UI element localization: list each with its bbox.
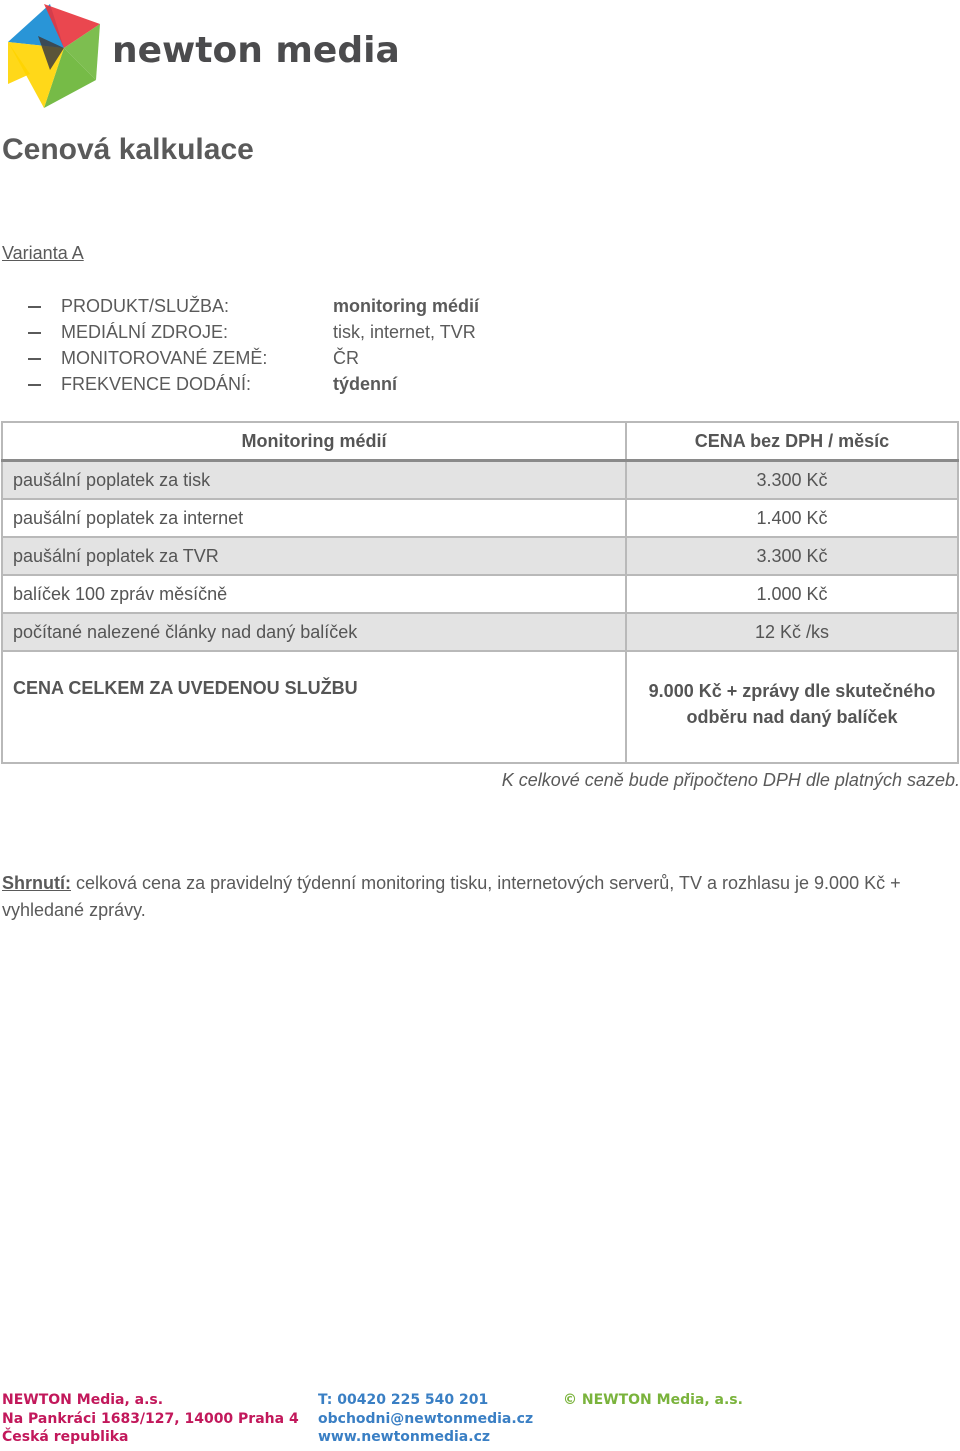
column-header-service: Monitoring médií [2,422,626,461]
footer-company-block [2,1391,299,1447]
footer-email-link[interactable]: obchodni@newtonmedia.cz [318,1410,534,1427]
summary-label: Shrnutí: [2,873,71,893]
spec-row [28,372,628,398]
footer-copyright-block [563,1391,743,1410]
footer-company-name: NEWTON Media, a.s. [2,1392,164,1408]
spec-list [28,294,628,398]
column-header-price: CENA bez DPH / měsíc [626,422,958,461]
pinwheel-logo-icon [4,2,104,110]
row-price: 1.000 Kč [626,575,958,613]
table-row [2,499,958,537]
footer-country: Česká republika [2,1429,129,1445]
vat-note: K celkové ceně bude připočteno DPH dle platných sazeb. [501,770,960,790]
total-price [626,651,958,763]
footer-contact-block [318,1391,533,1447]
spec-label: MEDIÁLNÍ ZDROJE: [61,322,229,342]
table-row [2,613,958,651]
row-item: balíček 100 zpráv měsíčně [2,575,626,613]
dash-bullet [28,332,41,334]
spec-value: monitoring médií [333,296,479,316]
summary-text: celková cena za pravidelný týdenní monitoring tisku, internetových serverů, TV a rozhlasu je 9.000 Kč + vyhledané zprávy. [2,873,901,920]
spec-value: ČR [333,348,359,368]
row-price: 12 Kč /ks [626,613,958,651]
row-item: paušální poplatek za tisk [2,461,626,500]
spec-row [28,320,628,346]
footer-address: Na Pankráci 1683/127, 14000 Praha 4 [2,1410,299,1427]
total-price-line: odběru nad daný balíček [686,707,898,727]
table-row [2,575,958,613]
table-row [2,461,958,500]
footer-copyright: © NEWTON Media, a.s. [563,1392,743,1408]
spec-value: týdenní [333,374,398,394]
table-header-row [2,422,958,461]
spec-label: MONITOROVANÉ ZEMĚ: [61,348,268,368]
dash-bullet [28,358,41,360]
total-row [2,651,958,763]
row-item: paušální poplatek za TVR [2,537,626,575]
dash-bullet [28,306,41,308]
row-price: 3.300 Kč [626,461,958,500]
row-item: počítané nalezené články nad daný balíček [2,613,626,651]
variant-heading: Varianta A [2,243,84,263]
row-price: 3.300 Kč [626,537,958,575]
total-price-line: 9.000 Kč + zprávy dle skutečného [648,681,936,701]
row-item: paušální poplatek za internet [2,499,626,537]
price-table [1,421,959,764]
spec-value: tisk, internet, TVR [333,322,476,342]
footer-web-link[interactable]: www.newtonmedia.cz [318,1429,491,1445]
row-price: 1.400 Kč [626,499,958,537]
logo-wordmark: newton media [112,30,400,71]
spec-row [28,294,628,320]
footer-phone: T: 00420 225 540 201 [318,1392,489,1408]
table-row [2,537,958,575]
summary-paragraph [2,870,952,924]
spec-label: PRODUKT/SLUŽBA: [61,296,230,316]
page-title: Cenová kalkulace [2,133,254,166]
newton-media-logo [4,2,400,110]
total-label: CENA CELKEM ZA UVEDENOU SLUŽBU [2,651,626,763]
spec-row [28,346,628,372]
spec-label: FREKVENCE DODÁNÍ: [61,374,252,394]
dash-bullet [28,384,41,386]
